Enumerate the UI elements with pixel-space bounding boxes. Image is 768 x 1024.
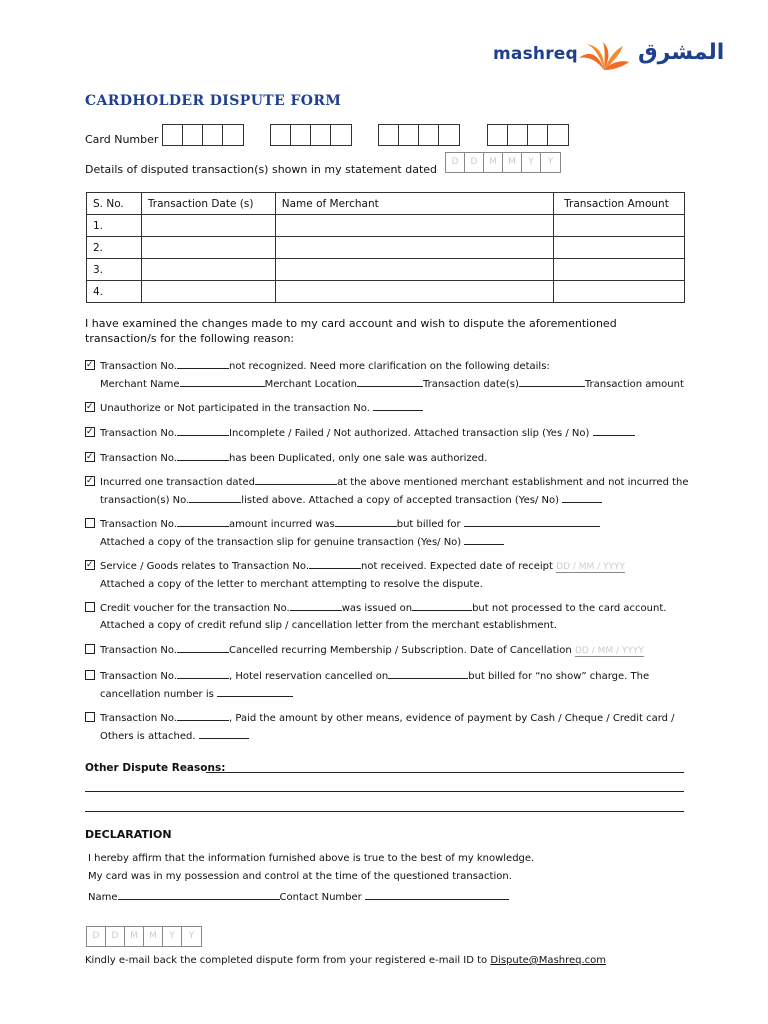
col-header: Transaction Amount: [554, 193, 685, 215]
cancellation-date-field[interactable]: DD / MM / YYYY: [574, 646, 644, 656]
card-number-group-1[interactable]: [162, 124, 244, 146]
reason-4-checkbox[interactable]: [85, 452, 95, 462]
brand-header: [493, 42, 733, 82]
reason-item-4: ✓ Transaction No. has been Duplicated, only one sale was authorized.: [85, 449, 487, 467]
reason-item-10: Transaction No. , Hotel reservation cancelled on but billed for “no show” charge. The cancellation number is: [85, 667, 649, 703]
footer-instruction: Kindly e-mail back the completed dispute form from your registered e-mail ID to Dispute@Mashreq.com: [85, 955, 607, 966]
reason-item-1: ✓ Transaction No. not recognized. Need more clarification on the following details: Merchant Name Merchant Location Transaction date(s) Transaction amount: [85, 357, 684, 393]
form-title: CARDHOLDER DISPUTE FORM: [85, 93, 342, 109]
reason-item-8: Credit voucher for the transaction No. was issued on but not processed to the card account. Attached a copy of credit refund slip / cancellation letter from the merchant establishment.: [85, 599, 666, 634]
reason-11-checkbox[interactable]: [85, 712, 95, 722]
other-reasons-line-2[interactable]: [85, 791, 684, 792]
reason-7-checkbox[interactable]: [85, 560, 95, 570]
name-label: Name: [88, 892, 118, 903]
reason-item-7: ✓ Service / Goods relates to Transaction No. not received. Expected date of receipt DD / MM / YYYY Attached a copy of the letter to merchant attempting to resolve the dispute.: [85, 557, 625, 593]
statement-date-field[interactable]: D D M M Y Y: [445, 152, 561, 173]
reason-8-checkbox[interactable]: [85, 602, 95, 612]
card-number-group-2[interactable]: [270, 124, 352, 146]
reason-5-checkbox[interactable]: [85, 476, 95, 486]
reason-item-5: ✓ Incurred one transaction dated at the above mentioned merchant establishment and not incurred the transaction(s) No. listed above. Attached a copy of accepted transaction (Yes/ No): [85, 473, 689, 509]
mashreq-sun-logo-icon: [579, 42, 629, 72]
reason-2-checkbox[interactable]: [85, 402, 95, 412]
reason-3-checkbox[interactable]: [85, 427, 95, 437]
other-reasons-line-3[interactable]: [85, 811, 684, 812]
brand-name-ar: المشرق: [638, 40, 725, 65]
contact-number-field[interactable]: [365, 888, 509, 900]
table-row[interactable]: 3.: [87, 259, 685, 281]
col-header: Transaction Date (s): [141, 193, 275, 215]
contact-label: Contact Number: [279, 892, 362, 903]
brand-name-en: mashreq: [493, 44, 578, 64]
declaration-line-2: My card was in my possession and control at the time of the questioned transaction.: [88, 871, 512, 882]
declaration-date-field[interactable]: D D M M Y Y: [86, 926, 202, 947]
name-contact-row: [88, 888, 509, 903]
other-reasons-label: Other Dispute Reasons:: [85, 762, 226, 774]
card-number-group-4[interactable]: [487, 124, 569, 146]
col-header: Name of Merchant: [275, 193, 553, 215]
reason-1-checkbox[interactable]: [85, 360, 95, 370]
reason-item-2: ✓ Unauthorize or Not participated in the transaction No.: [85, 399, 423, 417]
intro-paragraph: I have examined the changes made to my card account and wish to dispute the aforementioned transaction/s for the following reason:: [85, 317, 617, 345]
declaration-heading: DECLARATION: [85, 828, 172, 841]
table-row[interactable]: 4.: [87, 281, 685, 303]
reason-item-3: ✓ Transaction No. Incomplete / Failed / Not authorized. Attached transaction slip (Yes / No): [85, 424, 635, 442]
table-row[interactable]: 1.: [87, 215, 685, 237]
reason-item-6: Transaction No. amount incurred was but billed for Attached a copy of the transaction slip for genuine transaction (Yes/ No): [85, 515, 600, 551]
table-header-row: [87, 193, 685, 215]
statement-date-label: Details of disputed transaction(s) shown in my statement dated: [85, 163, 438, 176]
other-reasons-line-1[interactable]: [206, 772, 684, 773]
name-field[interactable]: [118, 888, 280, 900]
table-row[interactable]: 2.: [87, 237, 685, 259]
dispute-email-link[interactable]: Dispute@Mashreq.com: [490, 955, 607, 966]
reason-item-11: Transaction No. , Paid the amount by other means, evidence of payment by Cash / Cheque / Credit card / Others is attached.: [85, 709, 675, 745]
reason-6-checkbox[interactable]: [85, 518, 95, 528]
reason-9-checkbox[interactable]: [85, 644, 95, 654]
reason-item-9: Transaction No. Cancelled recurring Membership / Subscription. Date of Cancellation DD / MM / YYYY: [85, 641, 644, 660]
col-header: S. No.: [87, 193, 142, 215]
card-number-group-3[interactable]: [378, 124, 460, 146]
receipt-date-field[interactable]: DD / MM / YYYY: [556, 562, 626, 572]
card-number-label: Card Number: [85, 133, 159, 146]
transactions-table: [86, 192, 685, 303]
reason-10-checkbox[interactable]: [85, 670, 95, 680]
declaration-line-1: I hereby affirm that the information furnished above is true to the best of my knowledge.: [88, 853, 535, 864]
